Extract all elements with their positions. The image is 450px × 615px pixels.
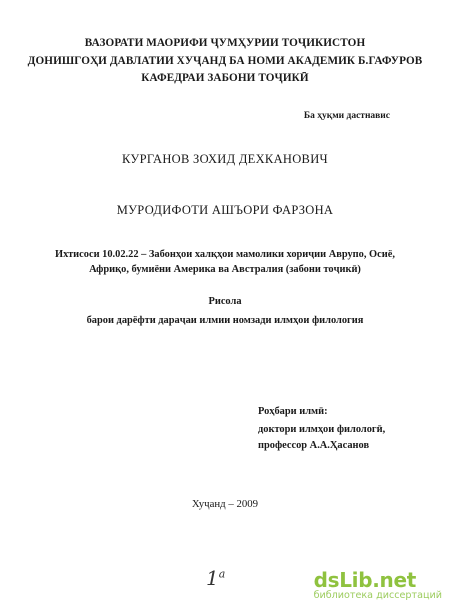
work-type: Рисола xyxy=(208,296,242,307)
supervisor-heading: Роҳбари илмӣ: xyxy=(258,406,328,417)
dslib-watermark xyxy=(314,568,442,601)
department-heading: КАФЕДРАИ ЗАБОНИ ТОҶИКӢ xyxy=(141,72,309,84)
author-name: КУРГАНОВ ЗОХИД ДЕХКАНОВИЧ xyxy=(122,152,328,166)
ministry-heading: ВАЗОРАТИ МАОРИФИ ҶУМҲУРИИ ТОҶИКИСТОН xyxy=(84,37,366,49)
supervisor-degree: доктори илмҳои филологӣ, xyxy=(258,424,386,435)
degree-purpose: барои дарёфти дараҷаи илмии номзади илмҳои филология xyxy=(86,315,364,326)
handwritten-mark-letter: а xyxy=(218,567,226,581)
watermark-tagline: библиотека диссертаций xyxy=(313,590,442,601)
university-heading: ДОНИШГОҲИ ДАВЛАТИИ ХУҶАНД БА НОМИ АКАДЕМИК Б.ГАФУРОВ xyxy=(27,55,423,67)
watermark-logo: dsLib.net xyxy=(313,568,416,592)
specialty-line-1: Ихтисоси 10.02.22 – Забонҳои халқҳои мамолики хориҷии Аврупо, Осиё, xyxy=(55,249,395,260)
specialty-line-2: Африқо, бумиёни Америка ва Австралия (забони тоҷикӣ) xyxy=(89,264,361,275)
supervisor-name: профессор А.А.Ҳасанов xyxy=(258,440,370,451)
thesis-title: МУРОДИФОТИ АШЪОРИ ФАРЗОНА xyxy=(116,203,334,217)
handwritten-page-mark xyxy=(206,566,225,590)
manuscript-rights-note: Ба ҳуқми дастнавис xyxy=(303,111,390,121)
handwritten-mark-number: 1 xyxy=(206,566,219,590)
city-year: Хуҷанд – 2009 xyxy=(191,498,259,510)
